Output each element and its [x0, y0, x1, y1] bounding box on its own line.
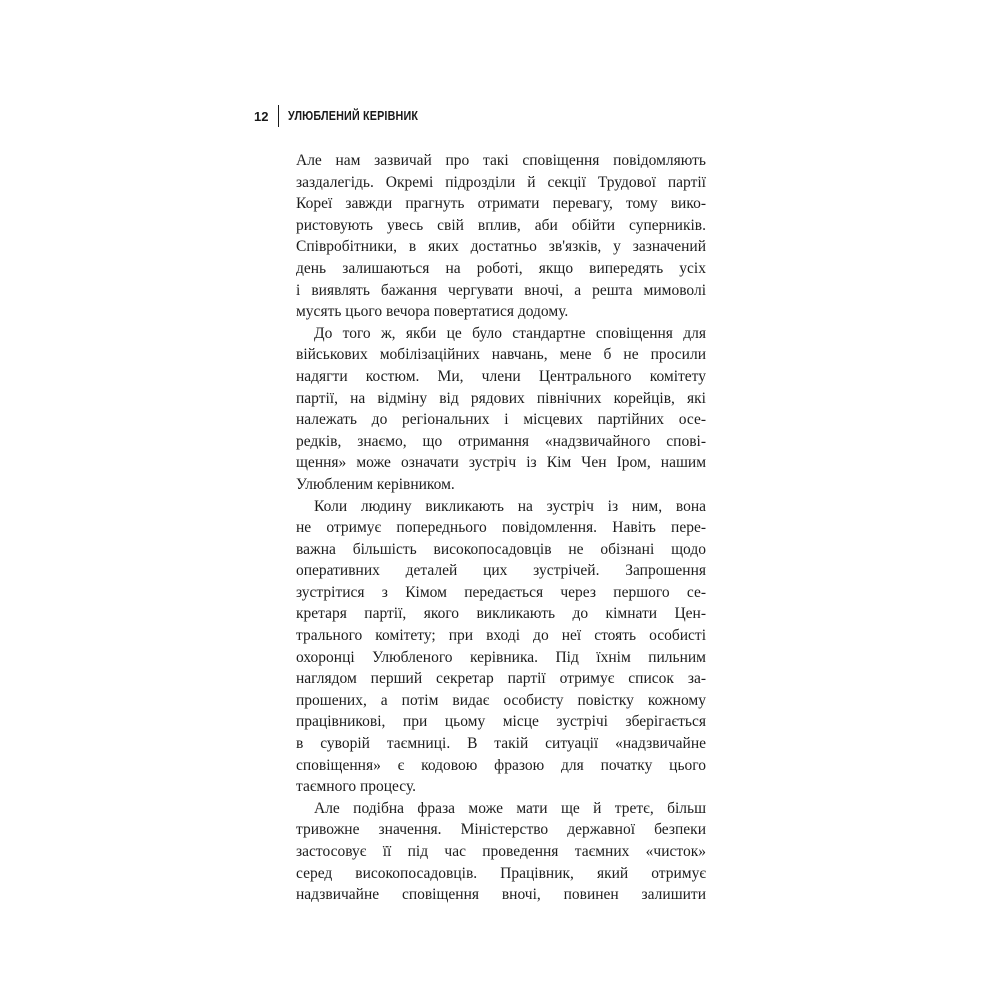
text-line: Але нам зазвичай про такі сповіщення повідомляють [296, 152, 706, 169]
text-line: До того ж, якби це було стандартне сповіщення для [314, 324, 706, 342]
text-line: сповіщення» є кодовою фразою для початку цього [296, 756, 706, 774]
text-line: заздалегідь. Окремі підрозділи й секції Трудової партії [296, 173, 706, 191]
text-line: трального комітету; при вході до неї стоять особисті [296, 627, 706, 645]
text-line: оперативних деталей цих зустрічей. Запрошення [296, 562, 706, 580]
chapter-title: УЛЮБЛЕНИЙ КЕРІВНИК [288, 109, 419, 123]
text-line: Але подібна фраза може мати ще й третє, більш [314, 799, 706, 817]
text-line: охоронці Улюбленого керівника. Під їхнім пильним [296, 648, 706, 666]
text-line: надзвичайне сповіщення вночі, повинен залишити [296, 886, 706, 904]
paragraph [296, 323, 706, 496]
text-line: зустрітися з Кімом передається через першого се- [296, 583, 706, 601]
text-line: наглядом перший секретар партії отримує список за- [296, 670, 706, 688]
paragraph [296, 150, 706, 323]
text-line: Улюбленим керівником. [296, 475, 455, 493]
text-line: не отримує попереднього повідомлення. Навіть пере- [296, 519, 706, 537]
text-line: прошених, а потім видає особисту повістку кожному [296, 691, 706, 709]
text-line: ристовують увесь свій вплив, аби обійти суперників. [296, 216, 706, 234]
text-line: працівникові, при цьому місце зустрічі зберігається [296, 713, 706, 731]
text-line: партії, на відміну від рядових північних корейців, які [296, 389, 706, 407]
text-line: тривожне значення. Міністерство державної безпеки [296, 821, 706, 839]
text-line: застосовує її під час проведення таємних «чисток» [296, 843, 706, 860]
running-head [254, 104, 440, 128]
text-line: належать до регіональних і місцевих партійних осе- [296, 411, 706, 429]
text-line: редків, знаємо, що отримання «надзвичайного спові- [296, 432, 706, 450]
text-line: день залишаються на роботі, якщо випередять усіх [296, 259, 706, 277]
text-line: таємного процесу. [296, 778, 417, 796]
text-line: і виявлять бажання чергувати вночі, а решта мимоволі [296, 281, 706, 299]
text-line: кретаря партії, якого викликають до кімнати Цен- [296, 605, 706, 623]
body-text [296, 150, 706, 906]
paragraph [296, 798, 706, 906]
text-line: військових мобілізаційних навчань, мене б не просили [296, 346, 706, 364]
text-line: мусять цього вечора повертатися додому. [296, 303, 569, 321]
text-line: щення» може означати зустріч із Кім Чен Іром, нашим [296, 454, 706, 472]
header-divider [278, 105, 279, 127]
text-line: надягти костюм. Ми, члени Центрального комітету [296, 367, 706, 385]
paragraph [296, 496, 706, 798]
text-line: Коли людину викликають на зустріч із ним, вона [314, 497, 706, 515]
text-line: Кореї завжди прагнуть отримати перевагу, тому вико- [296, 195, 706, 213]
text-line: серед високопосадовців. Працівник, який отримує [296, 864, 706, 882]
text-line: в суворій таємниці. В такій ситуації «надзвичайне [296, 735, 706, 753]
page-number: 12 [254, 108, 269, 124]
text-line: важна більшість високопосадовців не обізнані щодо [296, 540, 706, 558]
text-line: Співробітники, в яких достатньо зв'язків, у зазначений [296, 238, 706, 256]
